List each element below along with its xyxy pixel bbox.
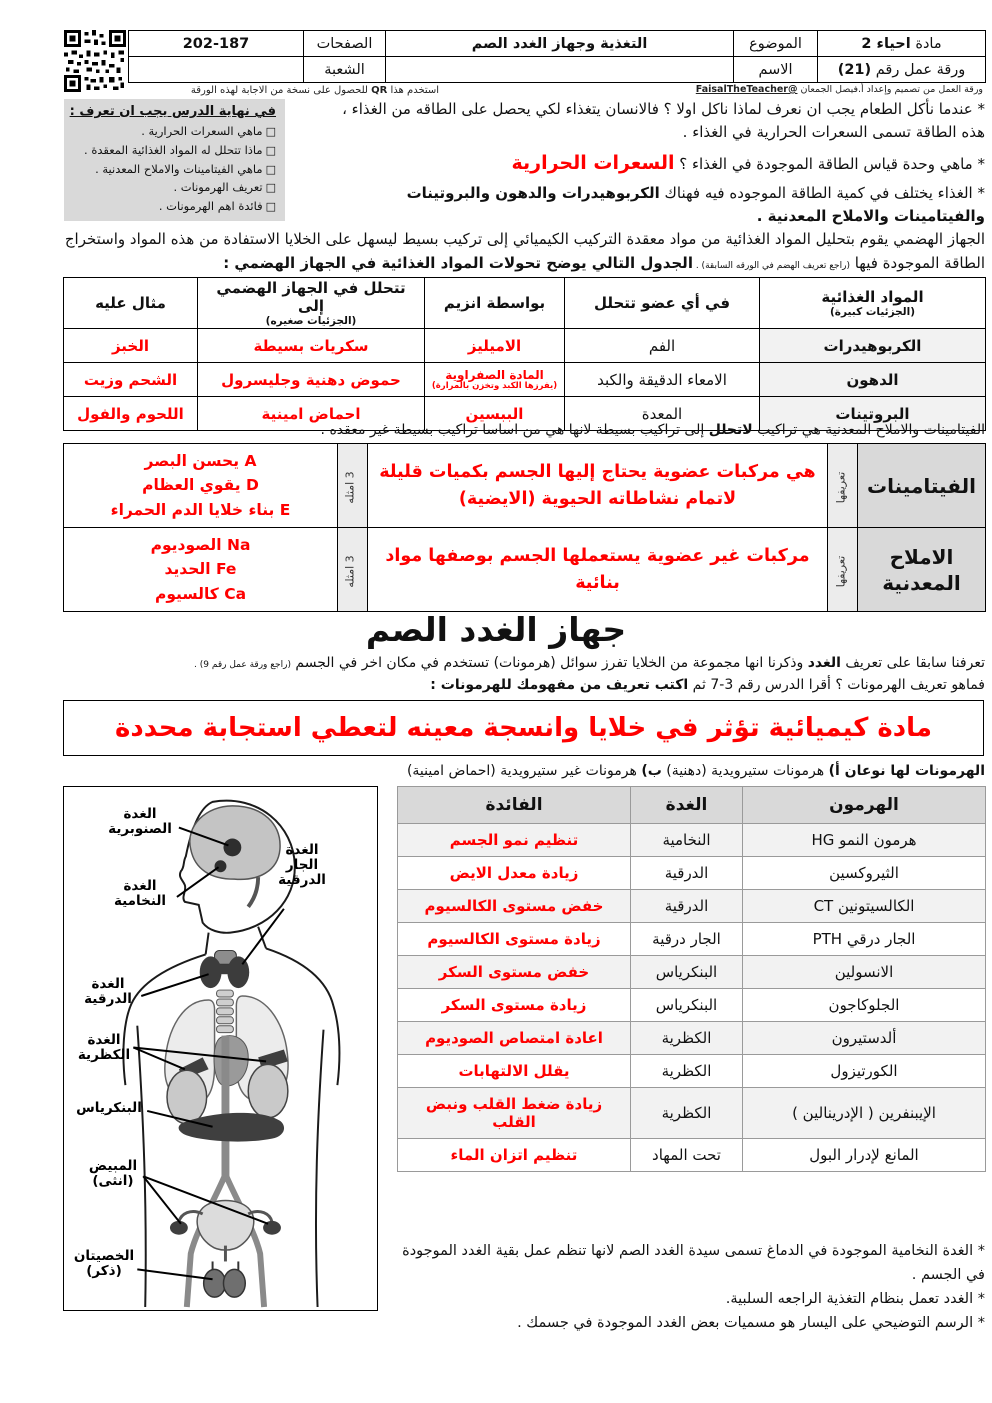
bottom-notes [397,1240,985,1336]
minerals-definition: مركبات غير عضوية يستعملها الجسم بوصفها مواد بنائية [368,528,828,612]
hormone-row [398,890,986,923]
hormones-table [397,786,986,1172]
vitamins-row [64,444,986,528]
hormone-gland-cell: الكظرية [631,1022,743,1055]
food-cell-material: البروتينات [760,397,986,431]
hormone-types-line: الهرمونات لها نوعان أ) هرمونات ستيرويدية (دهنية) ب) هرمونات غير ستيرويدية (احماض امينية) [406,763,985,779]
name-value-empty [386,57,734,83]
vitamins-definition: هي مركبات عضوية يحتاج إليها الجسم بكميات قليلة لاتمام نشاطاته الحيوية (الايضية) [368,444,828,528]
food-header-example: مثال عليه [64,278,198,329]
food-table-body [64,329,986,431]
hormone-gland-cell: النخامية [631,824,743,857]
food-header-product: تتحلل في الجهاز الهضمي إلى (الجزئيات صغيره) [198,278,425,329]
section-label: الشعبة [304,57,386,83]
hormone-benefit-cell: تنظيم اتزان الماء [398,1139,631,1172]
hormone-name-cell: الثيروكسين [743,857,986,890]
hormone-benefit-cell: زيادة مستوى الكالسيوم [398,923,631,956]
hormone-row [398,956,986,989]
hormone-gland-cell: البنكرياس [631,956,743,989]
qr-note: استخدم هذا QR للحصول على نسخة من الاجابة لهذه الورقة [190,85,440,96]
pages-label: الصفحات [304,31,386,57]
hormone-gland-cell: الكظرية [631,1055,743,1088]
food-cell-organ: المعدة [565,397,760,431]
minerals-name: الاملاح المعدنية [858,528,986,612]
food-header-organ: في أي عضو تتحلل [565,278,760,329]
author-handle: @FaisalTheTeacher [695,84,798,95]
food-cell-product: احماض امينية [198,397,425,431]
intro-p3: * الغذاء يختلف في كمية الطاقة الموجوده فيه فهناك الكربوهيدرات والدهون والبروتينات والفيتامينات والاملاح المعدنية . [406,183,985,226]
note-line: * الغدد تعمل بنظام التغذية الراجعه السلبية. [725,1290,985,1307]
hormone-row [398,824,986,857]
hormone-benefit-cell: زيادة مستوى السكر [398,989,631,1022]
minerals-def-label: تعريفها [828,528,858,612]
hormone-gland-cell: الدرقية [631,857,743,890]
food-cell-example: الشحم وزيت [64,363,198,397]
hormone-benefit-cell: زيادة ضغط القلب ونبض القلب [398,1088,631,1139]
section-value-empty [129,57,304,83]
hormone-gland-cell: الكظرية [631,1088,743,1139]
label-adrenal-gland: الغدة الكظرية [77,1032,131,1064]
hormone-name-cell: هرمون النمو HG [743,824,986,857]
header-table [128,30,986,83]
vitamins-minerals-table [63,443,986,612]
hormone-gland-cell: الجار درقية [631,923,743,956]
sheet-cell: ورقة عمل رقم (21) [818,57,986,83]
label-pancreas: البنكرياس [76,1100,142,1116]
objective-item: □فائدة اهم الهرمونات . [68,197,276,216]
food-cell-enzyme: الاميليز [425,329,565,363]
hormone-name-cell: الجلوكاجون [743,989,986,1022]
checkbox-icon: □ [265,125,276,138]
note-line: * الغدة النخامية الموجودة في الدماغ تسمى سيدة الغدد الصم لانها تنظم عمل بقية الغدد الموجودة في الجسم . [402,1243,985,1283]
hormone-name-cell: الانسولين [743,956,986,989]
endocrine-title: جهاز الغدد الصم [365,610,627,649]
hormone-row [398,989,986,1022]
note-line: * الرسم التوضيحي على اليسار هو مسميات بعض الغدد الموجودة في جسمك . [517,1314,985,1331]
hormone-row [398,1088,986,1139]
credit-line: ورقة العمل من تصميم وإعداد أ.فيصل الجمعان @FaisalTheTeacher [695,84,983,95]
food-cell-product: سكريات بسيطة [198,329,425,363]
checkbox-icon: □ [265,181,276,195]
hormone-gland-cell: الدرقية [631,890,743,923]
food-cell-organ: الفم [565,329,760,363]
checkbox-icon: □ [265,143,276,157]
food-cell-material: الكربوهيدرات [760,329,986,363]
vitamins-note: الفيتامينات والاملاح المعدنية هي تراكيب لاتحلل إلى تراكيب بسيطة لانها هي من اساسا تراكيب بسيطة غير معقده . [320,422,985,438]
topic-value: التغذية وجهاز الغدد الصم [386,31,734,57]
food-table-row [64,329,986,363]
label-parathyroid-gland: الغدة الجار الدرقية [278,842,326,889]
hormone-row [398,923,986,956]
label-pineal-gland: الغدة الصنوبرية [108,806,172,838]
enzyme-note: (يفرزها الكبد وتخزن بالمرارة) [431,380,558,391]
objective-item: □ماهي الفيتامينات والاملاح المعدنية . [68,160,276,179]
objectives-list [68,122,276,216]
name-label: الاسم [734,57,818,83]
example-line: Na الصوديوم [150,536,251,555]
glands-diagram [63,786,378,1311]
objective-item: □ماذا تتحلل له المواد الغذائية المعقدة . [68,141,276,160]
hormones-header-row [398,787,986,824]
vitamins-examples-label: 3 امثله [338,444,368,528]
example-line: Ca كالسيوم [154,584,247,603]
hormones-header-hormone: الهرمون [743,787,986,824]
food-table-header-row [64,278,986,329]
hormone-benefit-cell: يقلل الالتهابات [398,1055,631,1088]
hormones-table-body [398,824,986,1172]
digestion-intro: الجهاز الهضمي يقوم بتحليل المواد الغذائية من مواد معقدة التركيب الكيميائي إلى تركيب بسيط ليسهل على الخلايا الاستفادة من هذه المواد واستخراج الطاقة الموجودة فيها (راجع تعريف الهضم في الورقه السابقة) . الجدول التالي يوضح تحولات المواد الغذائية في الجهاز الهضمي : [64,230,985,272]
pages-value: 202-187 [129,31,304,57]
food-cell-organ: الامعاء الدقيقة والكبد [565,363,760,397]
hormone-name-cell: المانع لإدرار البول [743,1139,986,1172]
example-line: D يقوي العظام [142,476,259,495]
objective-item: □تعريف الهرمونات . [68,178,276,197]
label-pituitary-gland: الغدة النخامية [113,878,167,910]
food-cell-material: الدهون [760,363,986,397]
food-cell-product: حموض دهنية وجليسرول [198,363,425,397]
topic-label: الموضوع [734,31,818,57]
hormone-name-cell: الكالسيتونين CT [743,890,986,923]
hormone-definition-text: مادة كيميائية تؤثر في خلايا وانسجة معينه لتعطي استجابة محددة [115,713,932,743]
objectives-title: في نهاية الدرس يجب ان تعرف : [69,104,276,119]
vitamins-name: الفيتامينات [858,444,986,528]
hormone-name-cell: الإيبنفرين ( الإدرينالين ) [743,1088,986,1139]
objectives-box [64,99,285,221]
hormone-row [398,1022,986,1055]
food-header-material: المواد الغذائية (الجزئيات كبيرة) [760,278,986,329]
vitamins-examples [64,444,338,528]
hormone-benefit-cell: اعادة امتصاص الصوديوم [398,1022,631,1055]
minerals-row [64,528,986,612]
food-cell-enzyme: الببسين [425,397,565,431]
hormone-name-cell: ألدستيرون [743,1022,986,1055]
food-cell-enzyme: المادة الصفراوية (يفرزها الكبد وتخزن بالمرارة) [425,363,565,397]
example-line: Fe الحديد [164,560,237,579]
course-cell: مادة احياء 2 [818,31,986,57]
food-cell-example: اللحوم والفول [64,397,198,431]
label-testes: الخصيتان (ذكر) [73,1248,135,1280]
label-thyroid-gland: الغدة الدرقية [84,976,132,1008]
endocrine-p1: تعرفنا سابقا على تعريف الغدد وذكرنا انها مجموعة من الخلايا تفرز سوائل (هرمونات) تستخدم في مكان اخر في الجسم (راجع ورقة عمل رقم 9) . [194,655,985,671]
food-table-row [64,363,986,397]
calories-answer: السعرات الحرارية [511,151,675,174]
example-line: E بناء خلايا الدم الحمراء [110,500,291,519]
hormone-name-cell: الكورتيزول [743,1055,986,1088]
food-cell-example: الخبز [64,329,198,363]
checkbox-icon: □ [265,200,276,214]
hormone-gland-cell: البنكرياس [631,989,743,1022]
hormone-row [398,1139,986,1172]
hormone-row [398,1055,986,1088]
hormone-definition-box [63,700,984,756]
food-table [63,277,986,431]
intro-p1: * عندما نأكل الطعام يجب ان نعرف لماذا ناكل اولا ؟ فالانسان يتغذاء لكي يحصل على الطاقه من الغذاء ، هذه الطاقة تسمى السعرات الحرارية في الغذاء . [342,100,985,142]
example-line: A يحسن البصر [144,452,257,471]
hormone-row [398,857,986,890]
minerals-examples-label: 3 امثله [338,528,368,612]
qr-code-icon [64,30,126,92]
hormone-gland-cell: تحت المهاد [631,1139,743,1172]
label-ovary: المبيض (انثى) [88,1158,138,1190]
food-header-enzyme: بواسطة انزيم [425,278,565,329]
hormone-name-cell: الجار درقي PTH [743,923,986,956]
endocrine-p2: فماهو تعريف الهرمونات ؟ أقرا الدرس رقم 3-7 ثم اكتب تعريف من مفهومك للهرمونات : [430,677,985,693]
intro-p2: * ماهي وحدة قياس الطاقة الموجودة في الغذاء ؟ السعرات الحرارية [511,151,985,174]
hormones-header-gland: الغدة [631,787,743,824]
hormone-benefit-cell: تنظيم نمو الجسم [398,824,631,857]
hormones-header-benefit: الفائدة [398,787,631,824]
hormone-benefit-cell: زيادة معدل الايض [398,857,631,890]
hormone-benefit-cell: خفض مستوى السكر [398,956,631,989]
intro-section [333,98,985,232]
checkbox-icon: □ [265,162,276,176]
minerals-examples [64,528,338,612]
vitamins-def-label: تعريفها [828,444,858,528]
objective-item: □ماهي السعرات الحرارية . [68,122,276,141]
hormone-benefit-cell: خفض مستوى الكالسيوم [398,890,631,923]
